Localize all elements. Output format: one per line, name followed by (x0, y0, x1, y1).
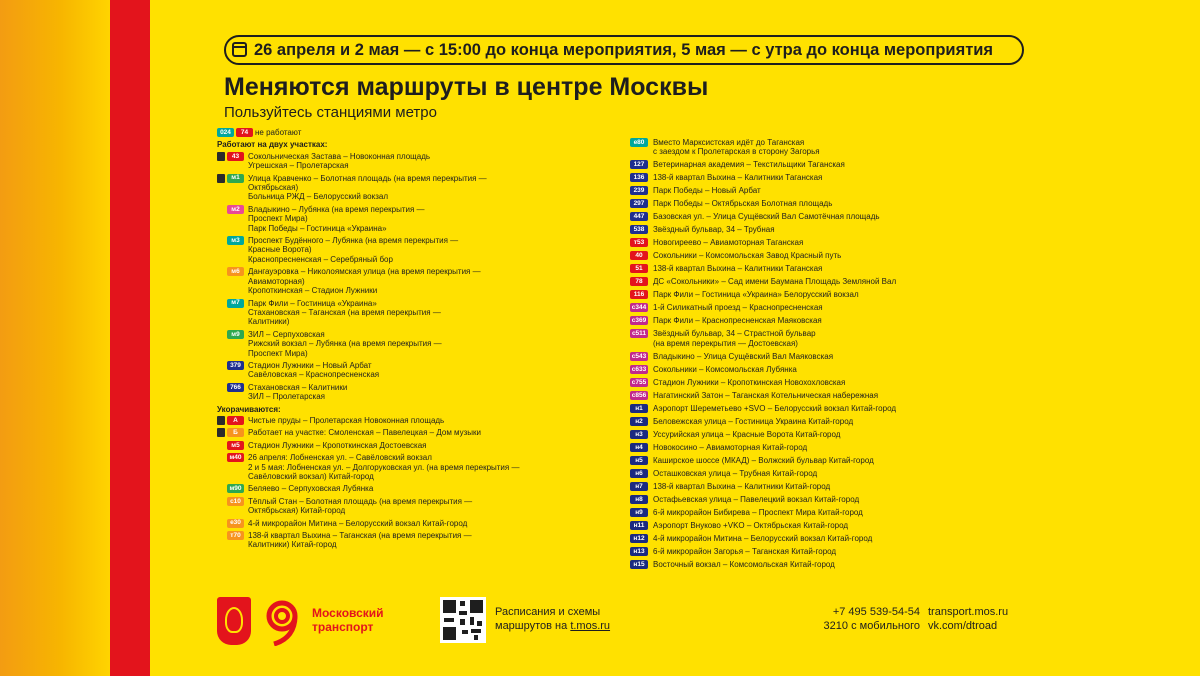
route-description: Осташковская улица – Трубная Китай-город (653, 468, 818, 478)
route-description: Стадион Лужники – Кропоткинская Достоевская (248, 440, 427, 450)
right-column (630, 138, 1050, 573)
phone-number[interactable]: +7 495 539-54-54 (832, 606, 920, 618)
route-description: Восточный вокзал – Комсомольская Китай-город (653, 559, 835, 569)
route-badge: 43 (227, 152, 244, 161)
route-badge: н3 (630, 430, 648, 439)
spacer (217, 484, 225, 493)
route-entry (217, 383, 617, 402)
route-entry (630, 365, 1050, 374)
calendar-icon (232, 42, 247, 57)
route-description: 6-й микрорайон Бибирева – Проспект Мира Китай-город (653, 507, 863, 517)
route-description: Аэропорт Шереметьево +SVO – Белорусский вокзал Китай-город (653, 403, 897, 413)
route-entry (630, 186, 1050, 195)
route-entry (630, 508, 1050, 517)
bus-icon (217, 174, 225, 183)
route-description: 138-й квартал Выхина – Калитники Таганская (653, 264, 823, 274)
route-badge: н5 (630, 456, 648, 465)
spacer (217, 497, 225, 506)
route-badge: с856 (631, 391, 647, 399)
route-entry (630, 290, 1050, 299)
route-badge: м40 (227, 453, 244, 462)
route-badge: е30 (227, 519, 244, 528)
route-entry (217, 330, 617, 358)
route-description: 138-й квартал Выхина – Таганская (на время перекрытия — Калитники) Китай-город (248, 531, 472, 550)
route-badge: н2 (630, 417, 648, 426)
bus-icon (217, 416, 225, 425)
route-entry (630, 482, 1050, 491)
bus-icon (217, 428, 225, 437)
route-description: 138-й квартал Выхина – Калитники Таганская (653, 173, 823, 183)
route-entry (217, 531, 617, 550)
route-entry (217, 519, 617, 528)
route-description: Владыкино – Улица Сущёвский Вал Маяковская (653, 351, 834, 361)
two-sections-list (217, 152, 617, 402)
route-entry (630, 560, 1050, 569)
route-description: 1-й Силикатный проезд – Краснопресненская (653, 303, 823, 313)
left-column (217, 128, 617, 553)
route-entry (630, 391, 1050, 400)
route-description: Аэропорт Внуково +VKO – Октябрьская Китай-город (653, 520, 849, 530)
brand-name: Московский транспорт (312, 606, 384, 634)
route-entry (630, 469, 1050, 478)
route-badge: м7 (227, 299, 244, 308)
route-badge: н1 (630, 404, 648, 413)
route-badge: 136 (630, 173, 648, 182)
route-entry (217, 484, 617, 493)
route-badge: м3 (227, 236, 244, 245)
route-badge: н4 (630, 443, 648, 452)
route-entry (630, 378, 1050, 387)
route-description: Вместо Марксистская идёт до Таганская с заездом к Пролетарская в сторону Загорья (653, 138, 820, 157)
route-entry (217, 152, 617, 171)
route-entry (630, 352, 1050, 361)
mobile-number[interactable]: 3210 с мобильного (823, 620, 920, 632)
spacer (217, 441, 225, 450)
route-entry (630, 495, 1050, 504)
route-entry (630, 138, 1050, 157)
route-description: Чистые пруды – Пролетарская Новоконная площадь (248, 415, 445, 425)
route-badge: 024 (217, 128, 234, 137)
spacer (217, 299, 225, 308)
route-description: Сокольники – Комсомольская Завод Красный путь (653, 251, 842, 261)
route-description: Остафьевская улица – Павелецкий вокзал Китай-город (653, 494, 860, 504)
shortened-header: Укорачиваются: (217, 404, 281, 414)
vk-link[interactable]: vk.com/dtroad (928, 620, 998, 632)
schedule-info (495, 605, 610, 633)
route-description: Каширское шоссе (МКАД) – Волжский бульвар Китай-город (653, 455, 874, 465)
spacer (217, 361, 225, 370)
route-badge: е80 (630, 138, 648, 147)
route-badge: с10 (227, 497, 244, 506)
route-description: Парк Фили – Гостиница «Украина» Стахановская – Таганская (на время перекрытия — Калитники) (248, 298, 441, 327)
contact-phones (800, 605, 920, 633)
route-badge: м9 (227, 330, 244, 339)
route-badge: н15 (630, 560, 648, 569)
route-entry (217, 299, 617, 327)
route-badge: м1 (227, 174, 244, 183)
spacer (217, 205, 225, 214)
route-entry (217, 416, 617, 425)
route-description: Парк Фили – Краснопресненская Маяковская (653, 316, 822, 326)
route-entry (630, 264, 1050, 273)
route-badge: 239 (630, 186, 648, 195)
route-description: Новогиреево – Авиамоторная Таганская (653, 238, 804, 248)
route-badge: н6 (630, 469, 648, 478)
route-badge: м2 (227, 205, 244, 214)
route-entry (630, 443, 1050, 452)
route-entry (630, 316, 1050, 325)
route-entry (217, 453, 617, 481)
route-badge: н12 (630, 534, 648, 543)
route-description: Звёздный бульвар, 34 – Трубная (653, 225, 775, 235)
route-badge: с369 (631, 317, 647, 325)
route-badge: 127 (630, 160, 648, 169)
spacer (217, 383, 225, 392)
spacer (217, 453, 225, 462)
route-entry (217, 267, 617, 295)
route-entry (217, 497, 617, 516)
route-badge: 297 (630, 199, 648, 208)
route-entry (630, 547, 1050, 556)
schedule-line-1: Расписания и схемы (495, 606, 601, 618)
route-entry (630, 173, 1050, 182)
left-gradient-band (0, 0, 110, 676)
route-entry (630, 238, 1050, 247)
route-description: Улица Кравченко – Болотная площадь (на время перекрытия — Октябрьская) Больница РЖД – Белорусский вокзал (248, 173, 487, 202)
route-description: Сокольническая Застава – Новоконная площадь Угрешская – Пролетарская (248, 151, 431, 171)
two-sections-header: Работают на двух участках: (217, 140, 328, 150)
route-description: Новокосино – Авиамоторная Китай-город (653, 442, 808, 452)
route-description: Уссурийская улица – Красные Ворота Китай-город (653, 429, 841, 439)
route-description: Дангауэровка – Николоямская улица (на время перекрытия — Авиамоторная) Кропоткинская – Стадион Лужники (248, 267, 481, 296)
route-description: 4-й микрорайон Митина – Белорусский вокзал Китай-город (248, 518, 468, 528)
route-badge: 379 (227, 361, 244, 370)
route-description: Стадион Лужники – Новый Арбат Савёловская – Краснопресненская (248, 360, 380, 380)
route-description: Стадион Лужники – Кропоткинская Новохохловская (653, 377, 846, 387)
route-description: 26 апреля: Лобненская ул. – Савёловский вокзал 2 и 5 мая: Лобненская ул. – Долгоруковская ул. (на время перекрытия — Савёловский вокзал) Китай-город (248, 453, 520, 481)
route-entry (630, 251, 1050, 260)
route-badge: м6 (227, 267, 244, 276)
route-entry (630, 456, 1050, 465)
route-entry (630, 212, 1050, 221)
route-description: Работает на участке: Смоленская – Павелецкая – Дом музыки (248, 428, 482, 438)
contact-links (928, 605, 1008, 633)
spacer (217, 330, 225, 339)
route-badge: т70 (227, 531, 244, 540)
route-entry (630, 430, 1050, 439)
route-description: ЗИЛ – Серпуховская Рижский вокзал – Лубянка (на время перекрытия — Проспект Мира) (248, 329, 442, 358)
spacer (217, 531, 225, 540)
route-entry (217, 441, 617, 450)
route-entry (217, 236, 617, 264)
route-description: 138-й квартал Выхина – Калитники Китай-город (653, 481, 831, 491)
route-badge: 78 (630, 277, 648, 286)
route-entry (630, 160, 1050, 169)
route-badge: м90 (227, 484, 244, 493)
route-badge: 40 (630, 251, 648, 260)
route-description: Владыкино – Лубянка (на время перекрытия — Проспект Мира) Парк Победы – Гостиница «Украина» (248, 204, 425, 233)
not-working-label: не работают (255, 128, 302, 137)
route-entry (217, 205, 617, 233)
route-description: Беловежская улица – Гостиница Украина Китай-город (653, 416, 854, 426)
route-badge: с543 (631, 352, 647, 360)
route-entry (217, 428, 617, 437)
route-entry (630, 534, 1050, 543)
route-badge: м5 (227, 441, 244, 450)
website-link[interactable]: transport.mos.ru (928, 606, 1009, 618)
schedule-link[interactable]: t.mos.ru (570, 620, 611, 632)
route-badge: 447 (630, 212, 648, 221)
route-description: Базовская ул. – Улица Сущёвский Вал Самотёчная площадь (653, 212, 880, 222)
not-working-row (217, 128, 617, 137)
route-description: Парк Победы – Октябрьская Болотная площадь (653, 199, 833, 209)
spacer (217, 519, 225, 528)
route-badge: с511 (631, 330, 647, 338)
route-description: Ветеринарная академия – Текстильщики Таганская (653, 160, 845, 170)
route-description: Парк Фили – Гостиница «Украина» Белорусский вокзал (653, 290, 859, 300)
route-entry (630, 417, 1050, 426)
transport-logo-icon (262, 598, 302, 646)
schedule-line-2-text: маршрутов на (495, 620, 568, 632)
route-badge: Б (227, 428, 244, 437)
route-badge: н8 (630, 495, 648, 504)
route-badge: 51 (630, 264, 648, 273)
route-description: 6-й микрорайон Загорья – Таганская Китай-город (653, 546, 837, 556)
route-description: Беляево – Серпуховская Лубянка (248, 484, 374, 494)
spacer (217, 267, 225, 276)
route-description: Звёздный бульвар, 34 – Страстной бульвар (на время перекрытия — Достоевская) (653, 329, 816, 348)
route-description: ДС «Сокольники» – Сад имени Баумана Площадь Земляной Вал (653, 277, 897, 287)
route-badge: с755 (631, 378, 647, 386)
route-description: Стахановская – Калитники ЗИЛ – Пролетарская (248, 382, 348, 402)
route-description: Тёплый Стан – Болотная площадь (на время перекрытия — Октябрьская) Китай-город (248, 496, 473, 516)
route-badge: н13 (630, 547, 648, 556)
red-stripe (110, 0, 150, 676)
route-description: Нагатинский Затон – Таганская Котельническая набережная (653, 390, 879, 400)
route-entry (630, 329, 1050, 348)
page-title: Меняются маршруты в центре Москвы (224, 73, 709, 101)
route-entry (630, 277, 1050, 286)
route-badge: с633 (631, 365, 647, 373)
route-description: Сокольники – Комсомольская Лубянка (653, 364, 797, 374)
page-subtitle: Пользуйтесь станциями метро (224, 104, 437, 121)
route-badge: н9 (630, 508, 648, 517)
route-badge: 116 (630, 290, 648, 299)
route-description: Проспект Будённого – Лубянка (на время перекрытия — Красные Ворота) Краснопресненская – Серебряный бор (248, 236, 459, 264)
route-badge: А (227, 416, 244, 425)
route-entry (630, 225, 1050, 234)
qr-code-icon[interactable] (440, 597, 486, 643)
shortened-list (217, 416, 617, 550)
route-badge: с344 (631, 304, 647, 312)
spacer (217, 236, 225, 245)
route-badge: н11 (630, 521, 648, 530)
route-badge: н7 (630, 482, 648, 491)
route-entry (630, 521, 1050, 530)
route-badge: т53 (630, 238, 648, 247)
route-entry (630, 404, 1050, 413)
route-entry (217, 174, 617, 202)
route-badge: 766 (227, 383, 244, 392)
route-entry (630, 199, 1050, 208)
bus-icon (217, 152, 225, 161)
route-badge: 74 (236, 128, 253, 137)
date-banner (224, 35, 1024, 65)
route-description: 4-й микрорайон Митина – Белорусский вокзал Китай-город (653, 533, 873, 543)
moscow-emblem-icon (217, 597, 251, 645)
schedule-line-2 (495, 619, 610, 633)
route-badge: 538 (630, 225, 648, 234)
right-route-list (630, 138, 1050, 569)
date-text: 26 апреля и 2 мая — с 15:00 до конца мероприятия, 5 мая — с утра до конца мероприятия (254, 40, 994, 59)
route-description: Парк Победы – Новый Арбат (653, 186, 761, 196)
route-entry (217, 361, 617, 380)
route-entry (630, 303, 1050, 312)
